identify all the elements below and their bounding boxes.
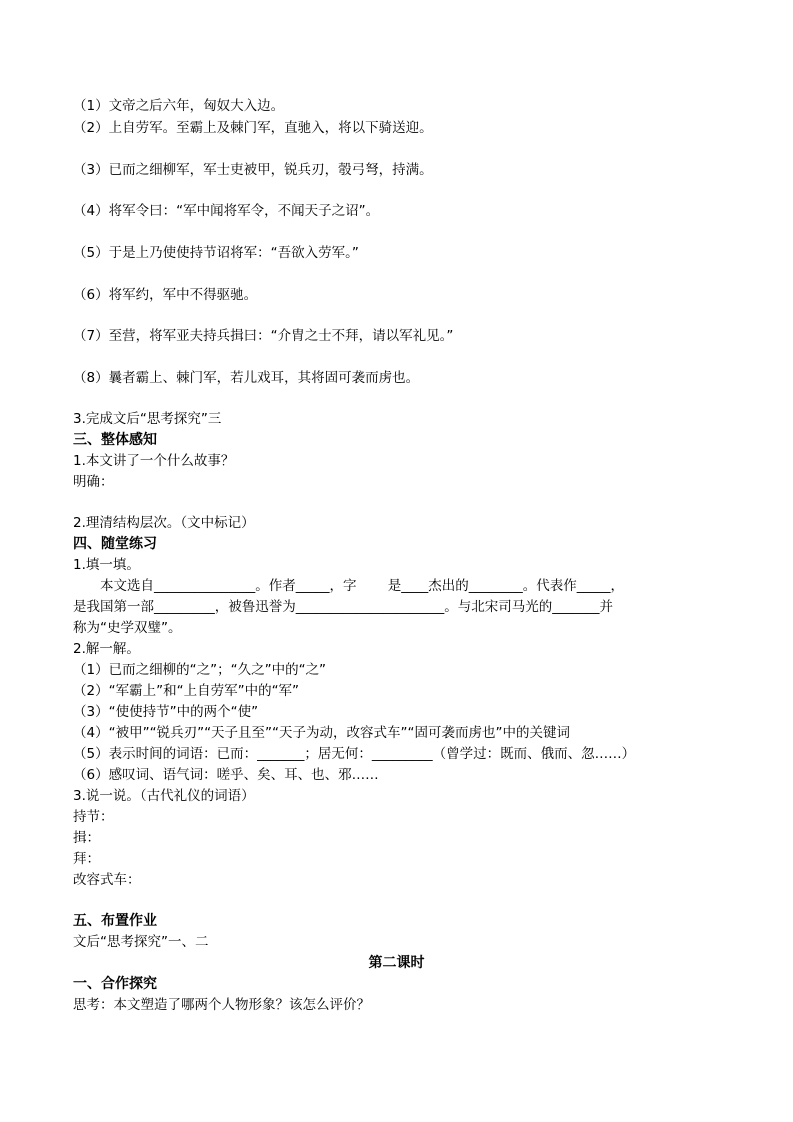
exercise-2-item-6: （6）感叹词、语气词：嗟乎、矣、耳、也、邪…… [73,767,379,783]
etiquette-term-1: 持节： [73,809,114,825]
translation-item-1: （1）文帝之后六年，匈奴大入边。 [73,98,285,114]
question-1: 1.本文讲了一个什么故事？ [73,453,235,469]
exercise-2-item-2: （2）“军霸上”和“上自劳军”中的“军” [73,683,300,699]
exercise-2-item-5: （5）表示时间的词语：已而：_______；居无何：_________（曾学过：既而、俄而、忽……） [73,746,636,762]
discussion-question: 思考：本文塑造了哪两个人物形象？该怎么评价？ [73,997,370,1013]
fill-blank-line-2: 是我国第一部_________，被鲁迅誉为______________________。与北宋司马光的_______并 [73,599,613,615]
question-2: 2.理清结构层次。（文中标记） [73,515,255,531]
section-heading-6: 一、合作探究 [73,976,157,992]
etiquette-term-4: 改容式车： [73,872,141,888]
fill-blank-line-1: 本文选自_______________。作者_____，字 是____杰出的________。代表作_____， [100,578,625,594]
section-heading-5: 五、布置作业 [73,913,157,929]
section-heading-4: 四、随堂练习 [73,536,157,552]
translation-item-8: （8）曩者霸上、棘门军，若儿戏耳，其将固可袭而虏也。 [73,370,420,386]
etiquette-term-3: 拜： [73,851,100,867]
exercise-2-title: 2.解一解。 [73,641,140,657]
etiquette-term-2: 揖： [73,830,100,846]
exercise-2-item-4: （4）“被甲”“锐兵刃”“天子且至”“天子为动，改容式车”“固可袭而虏也”中的关键词 [73,725,571,741]
exercise-2-item-3: （3）“使使持节”中的两个“使” [73,704,259,720]
task-3: 3.完成文后“思考探究”三 [73,411,222,427]
section-heading-3: 三、整体感知 [73,432,157,448]
lesson-2-title: 第二课时 [368,955,425,971]
translation-item-3: （3）已而之细柳军，军士吏被甲，锐兵刃，彀弓弩，持满。 [73,162,433,178]
translation-item-7: （7）至营，将军亚夫持兵揖曰：“介胄之士不拜，请以军礼见。” [73,328,454,344]
translation-item-6: （6）将军约，军中不得驱驰。 [73,287,258,303]
exercise-3-title: 3.说一说。（古代礼仪的词语） [73,788,255,804]
exercise-1-title: 1.填一填。 [73,557,140,573]
translation-item-2: （2）上自劳军。至霸上及棘门军，直驰入，将以下骑送迎。 [73,120,433,136]
homework-text: 文后“思考探究”一、二 [73,934,209,950]
answer-label: 明确： [73,474,114,490]
fill-blank-line-3: 称为“史学双璧”。 [73,620,182,636]
translation-item-4: （4）将军令曰：“军中闻将军令，不闻天子之诏”。 [73,203,380,219]
exercise-2-item-1: （1）已而之细柳的“之”；“久之”中的“之” [73,662,327,678]
translation-item-5: （5）于是上乃使使持节诏将军：“吾欲入劳军。” [73,245,359,261]
